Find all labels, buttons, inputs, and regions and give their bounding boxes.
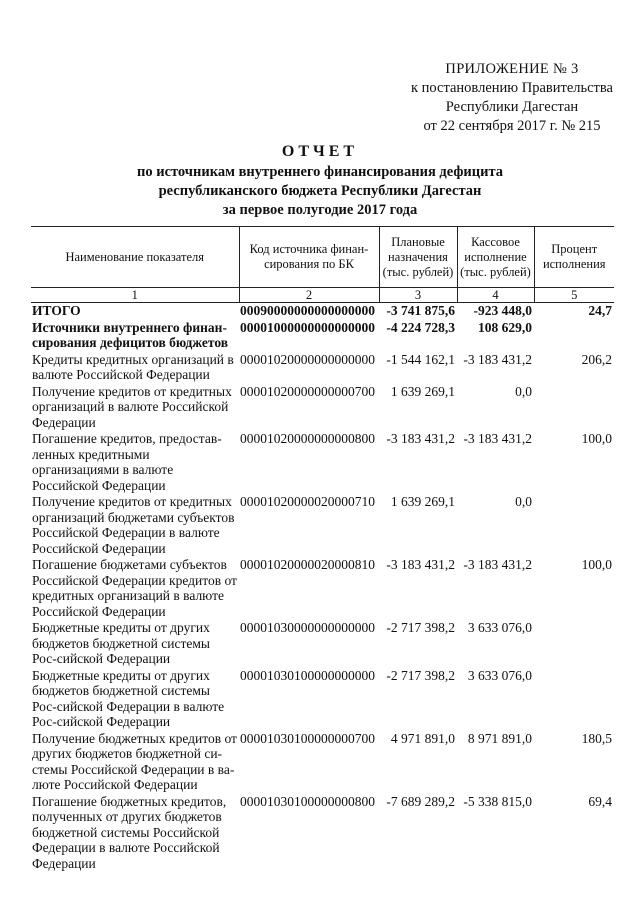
- row-plan-value: -2 717 398,2: [386, 667, 455, 683]
- row-code: 00001030100000000700: [240, 730, 375, 746]
- row-plan-value: -3 741 875,6: [386, 303, 455, 318]
- row-name: Получение кредитов от кредитных организаций бюджетами субъектов Российской Федерации в валюте Российской Федерации: [32, 494, 235, 556]
- table-row: [31, 731, 614, 794]
- row-percent: [534, 384, 614, 432]
- table-row: [31, 557, 614, 620]
- row-percent: 69,4: [588, 793, 612, 809]
- row-code: 00001020000000000000: [240, 351, 375, 367]
- row-percent: [534, 320, 614, 352]
- row-percent: 100,0: [581, 557, 612, 572]
- row-exec-value: -923 448,0: [473, 303, 532, 318]
- row-name: Погашение кредитов, предостав-ленных кредитными организациями в валюте Российской Федерации: [32, 431, 222, 493]
- column-number: 4: [457, 288, 534, 303]
- row-exec-value: 8 971 891,0: [467, 730, 532, 746]
- column-number: 3: [379, 288, 457, 303]
- row-code: 00001030100000000800: [240, 793, 375, 809]
- row-name: Погашение бюджетных кредитов, полученных от других бюджетов бюджетной системы Российской Федерации в валюте Российской Федерации: [32, 793, 227, 871]
- row-exec-value: 0,0: [515, 494, 532, 509]
- annex-line-republic: Республики Дагестан: [445, 99, 579, 115]
- row-name: Бюджетные кредиты от других бюджетов бюджетной системы Рос-сийской Федерации в валюте Рос-сийской Федерации: [32, 667, 225, 729]
- row-name: ИТОГО: [32, 303, 81, 318]
- row-percent: [534, 668, 614, 731]
- row-plan-value: 1 639 269,1: [390, 494, 455, 509]
- row-code: 00001000000000000000: [240, 319, 375, 335]
- report-subtitle: [0, 163, 640, 220]
- row-code: 00001020000020000810: [240, 557, 375, 572]
- row-name: Получение кредитов от кредитных организаций в валюте Российской Федерации: [32, 383, 232, 430]
- report-subtitle-line-2: республиканского бюджета Республики Дагестан: [158, 183, 482, 199]
- row-exec-value: 0,0: [515, 383, 532, 399]
- row-percent: 180,5: [581, 730, 612, 746]
- table-row: [31, 431, 614, 494]
- row-code: 00090000000000000000: [240, 303, 375, 318]
- table-row: [31, 620, 614, 668]
- column-numbers-row: [31, 288, 614, 303]
- row-plan-value: -1 544 162,1: [386, 351, 455, 367]
- header-exec: Кассовое исполнение (тыс. рублей): [457, 227, 534, 288]
- row-plan-value: -3 183 431,2: [386, 431, 455, 446]
- row-plan-value: 4 971 891,0: [390, 730, 455, 746]
- report-title: ОТЧЕТ: [281, 143, 359, 160]
- header-name: Наименование показателя: [31, 227, 239, 288]
- row-exec-value: 3 633 076,0: [467, 667, 532, 683]
- row-name: Источники внутреннего финан-сирования дефицитов бюджетов: [32, 319, 229, 350]
- table-row: [31, 352, 614, 384]
- report-subtitle-line-3: за первое полугодие 2017 года: [222, 202, 418, 218]
- row-code: 00001020000000000700: [240, 383, 375, 399]
- row-name: Погашение бюджетами субъектов Российской Федерации кредитов от кредитных организаций в валюте Российской Федерации: [32, 557, 237, 619]
- row-exec-value: -3 183 431,2: [463, 557, 532, 572]
- annex-line-date: от 22 сентября 2017 г. № 215: [423, 118, 601, 134]
- annex-line-resolution: к постановлению Правительства: [411, 80, 613, 96]
- annex-title: ПРИЛОЖЕНИЕ № 3: [445, 61, 579, 77]
- table-row: [31, 794, 614, 873]
- row-exec-value: 108 629,0: [478, 319, 532, 335]
- row-plan-value: 1 639 269,1: [390, 383, 455, 399]
- table-row: [31, 494, 614, 557]
- table-row: [31, 320, 614, 352]
- row-plan-value: -4 224 728,3: [386, 319, 455, 335]
- annex-block: [392, 60, 632, 136]
- row-plan-value: -3 183 431,2: [386, 557, 455, 572]
- row-code: 00001030100000000000: [240, 667, 375, 683]
- row-name: Получение бюджетных кредитов от других бюджетов бюджетной си-стемы Российской Федерации в ва-люте Российской Федерации: [32, 730, 237, 792]
- row-plan-value: -7 689 289,2: [386, 793, 455, 809]
- table-row: [31, 668, 614, 731]
- column-number: 1: [31, 288, 239, 303]
- table-body: [31, 303, 614, 873]
- row-exec-value: 3 633 076,0: [467, 620, 532, 635]
- row-percent: 206,2: [581, 351, 612, 367]
- table-header-row: [31, 227, 614, 288]
- row-name: Бюджетные кредиты от других бюджетов бюджетной системы Рос-сийской Федерации: [32, 620, 210, 666]
- row-percent: 100,0: [581, 431, 612, 446]
- row-code: 00001030000000000000: [240, 620, 375, 635]
- row-code: 00001020000020000710: [240, 494, 375, 509]
- row-code: 00001020000000000800: [240, 431, 375, 446]
- column-number: 2: [239, 288, 379, 303]
- header-code: Код источника финан-сирования по БК: [239, 227, 379, 288]
- table-row: [31, 384, 614, 432]
- row-plan-value: -2 717 398,2: [386, 620, 455, 635]
- row-percent: [534, 494, 614, 557]
- report-subtitle-line-1: по источникам внутреннего финансирования дефицита: [136, 164, 504, 180]
- row-exec-value: -5 338 815,0: [463, 793, 532, 809]
- header-plan: Плановые назначения (тыс. рублей): [379, 227, 457, 288]
- column-number: 5: [534, 288, 614, 303]
- row-exec-value: -3 183 431,2: [463, 351, 532, 367]
- row-percent: 24,7: [588, 303, 612, 318]
- row-percent: [534, 620, 614, 668]
- row-name: Кредиты кредитных организаций в валюте Российской Федерации: [32, 351, 234, 382]
- report-table: [31, 226, 614, 872]
- header-pct: Процент исполнения: [534, 227, 614, 288]
- table-row: [31, 303, 614, 320]
- row-exec-value: -3 183 431,2: [463, 431, 532, 446]
